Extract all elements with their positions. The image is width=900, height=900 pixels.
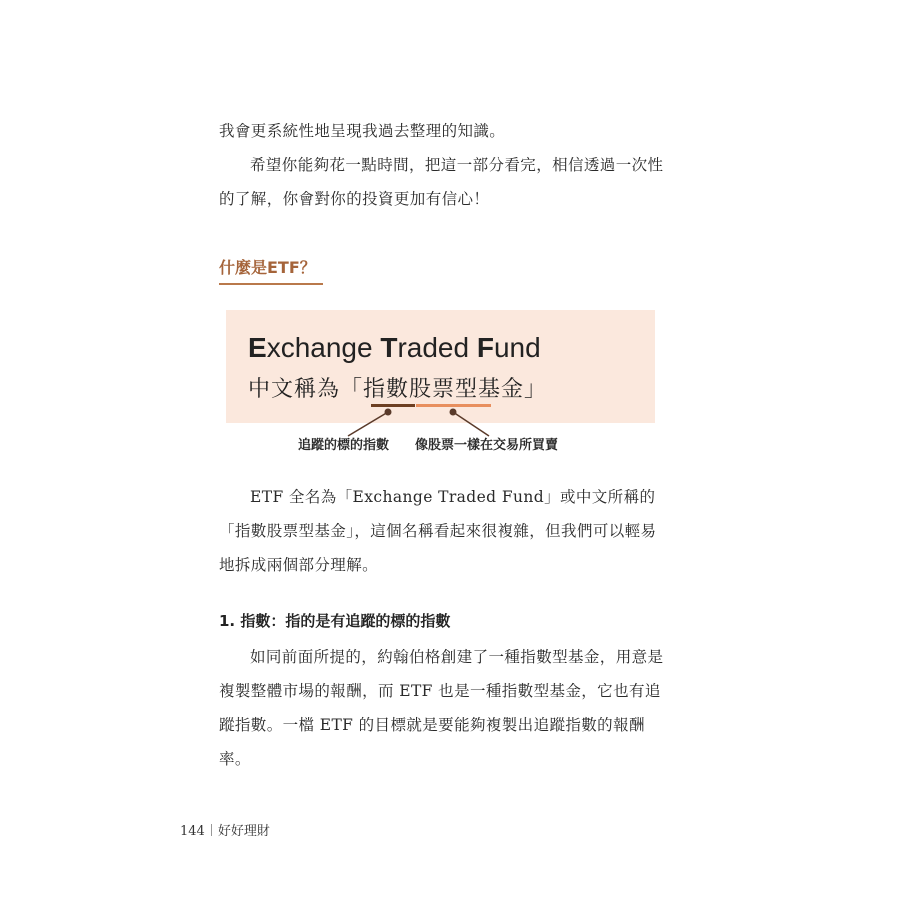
callout-left: 追蹤的標的指數 (298, 438, 390, 453)
callout-right: 像股票一樣在交易所買賣 (415, 438, 559, 453)
definition-english: Exchange Traded Fund (248, 332, 541, 363)
arrow-line-left (348, 412, 388, 436)
intro-line: 我會更系統性地呈現我過去整理的知識。 (219, 122, 506, 140)
term-part-stock-fund: 股票型基金 (409, 377, 525, 402)
intro-paragraph: 希望你能夠花一點時間，把這一部分看完，相信透過一次性的了解，你會對你的投資更加有信心！ (219, 156, 664, 208)
definition-chinese: 中文稱為「指數股票型基金」 (248, 377, 548, 402)
index-paragraph: 如同前面所提的，約翰伯格創建了一種指數型基金，用意是複製整體市場的報酬，而 ETF 也是一種指數型基金，它也有追蹤指數。一檔 ETF 的目標就是要能夠複製出追蹤指數的報酬率。 (219, 648, 664, 768)
book-title: 好好理財 (217, 824, 270, 839)
footer-divider (211, 824, 212, 836)
subheading-index: 1. 指數：指的是有追蹤的標的指數 (219, 612, 451, 630)
arrow-line-right (453, 412, 489, 436)
etf-name-paragraph: ETF 全名為「Exchange Traded Fund」或中文所稱的「指數股票型基金」，這個名稱看起來很複雜，但我們可以輕易地拆成兩個部分理解。 (219, 488, 657, 574)
page-number: 144 (180, 824, 205, 839)
page-footer (180, 820, 270, 839)
term-part-index: 指數 (363, 377, 410, 402)
section-heading: 什麼是ETF？ (219, 255, 323, 285)
